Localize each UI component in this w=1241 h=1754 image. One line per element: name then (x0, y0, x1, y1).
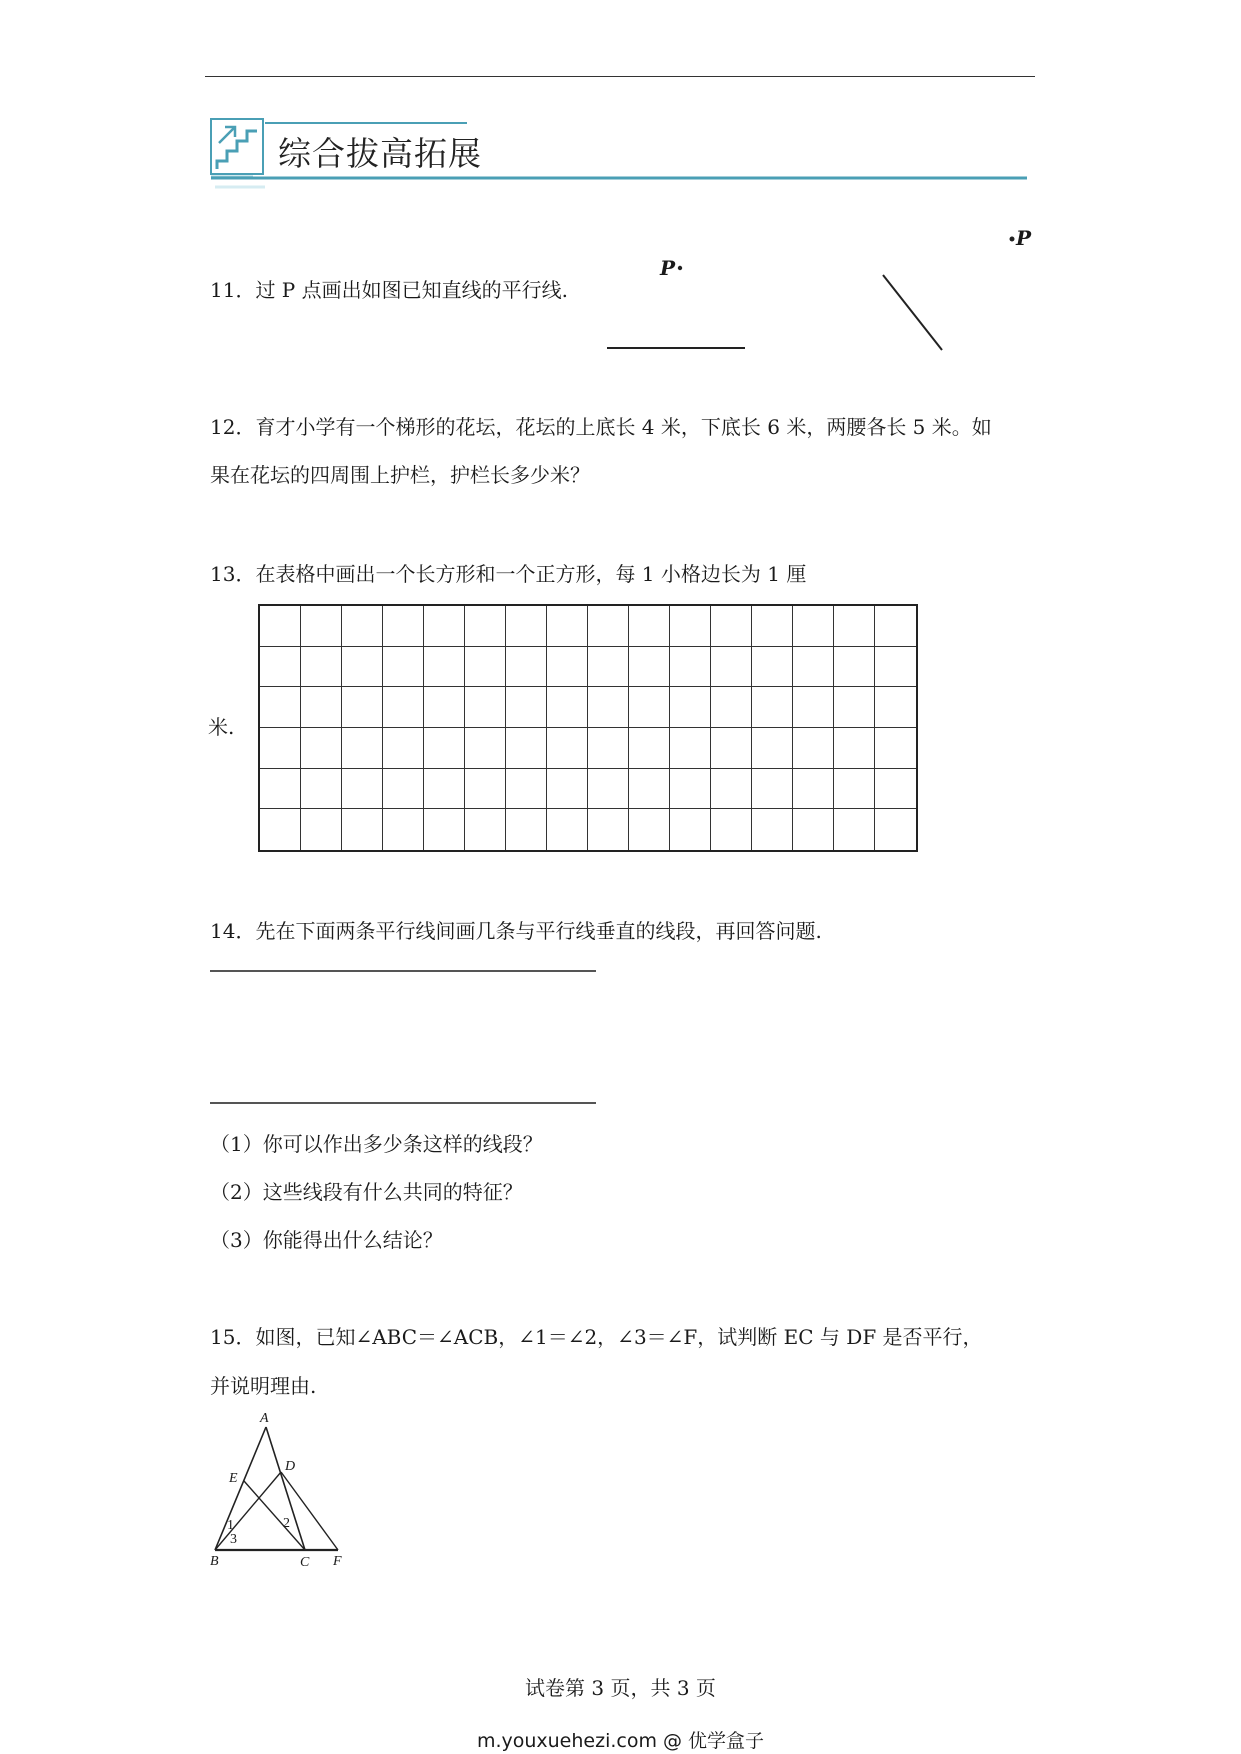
grid-cell[interactable] (301, 769, 342, 810)
grid-cell[interactable] (834, 769, 875, 810)
grid-cell[interactable] (301, 647, 342, 688)
grid-cell[interactable] (260, 687, 301, 728)
grid-cell[interactable] (424, 606, 465, 647)
grid-cell[interactable] (424, 687, 465, 728)
grid-cell[interactable] (547, 769, 588, 810)
question-14-sub-2: （2）这些线段有什么共同的特征？ (210, 1180, 523, 1204)
grid-cell[interactable] (629, 647, 670, 688)
q11-point-label-2: P (1016, 226, 1032, 250)
grid-cell[interactable] (383, 606, 424, 647)
question-12-line-1: 12．育才小学有一个梯形的花坛，花坛的上底长 4 米，下底长 6 米，两腰各长 5 米。如 (210, 415, 992, 439)
parallel-line-bottom (210, 1102, 596, 1104)
label-2: 2 (283, 1516, 290, 1531)
grid-cell[interactable] (629, 769, 670, 810)
triangle-figure (205, 1411, 355, 1570)
segment-ab (215, 1427, 266, 1550)
grid-cell[interactable] (342, 606, 383, 647)
grid-cell[interactable] (711, 606, 752, 647)
grid-cell[interactable] (342, 728, 383, 769)
grid-cell[interactable] (875, 687, 916, 728)
grid-cell[interactable] (588, 647, 629, 688)
grid-cell[interactable] (342, 687, 383, 728)
grid-cell[interactable] (424, 647, 465, 688)
grid-cell[interactable] (752, 687, 793, 728)
grid-cell[interactable] (547, 809, 588, 850)
grid-cell[interactable] (260, 809, 301, 850)
grid-cell[interactable] (711, 809, 752, 850)
grid-cell[interactable] (383, 647, 424, 688)
grid-cell[interactable] (260, 647, 301, 688)
square-grid[interactable] (258, 604, 918, 852)
grid-cell[interactable] (752, 606, 793, 647)
grid-cell[interactable] (506, 809, 547, 850)
grid-cell[interactable] (506, 606, 547, 647)
grid-cell[interactable] (342, 647, 383, 688)
grid-cell[interactable] (875, 769, 916, 810)
grid-cell[interactable] (752, 769, 793, 810)
label-3: 3 (230, 1532, 237, 1547)
grid-cell[interactable] (629, 728, 670, 769)
given-line-diagonal (883, 275, 942, 350)
question-14-sub-3: （3）你能得出什么结论？ (210, 1228, 443, 1252)
grid-cell[interactable] (506, 687, 547, 728)
grid-cell[interactable] (588, 606, 629, 647)
q11-point-label-1: P (660, 256, 676, 280)
grid-cell[interactable] (629, 606, 670, 647)
page-footer: 试卷第 3 页，共 3 页 (525, 1676, 716, 1700)
q11-figure-2 (870, 225, 1040, 355)
grid-cell[interactable] (547, 687, 588, 728)
question-14: 14．先在下面两条平行线间画几条与平行线垂直的线段，再回答问题. (210, 919, 822, 943)
grid-cell[interactable] (301, 728, 342, 769)
grid-cell[interactable] (793, 687, 834, 728)
grid-cell[interactable] (629, 809, 670, 850)
grid-cell[interactable] (670, 606, 711, 647)
grid-cell[interactable] (465, 647, 506, 688)
grid-cell[interactable] (383, 769, 424, 810)
site-watermark: m.youxuehezi.com @ 优学盒子 (476, 1730, 765, 1752)
label-a: A (260, 1411, 269, 1426)
label-1: 1 (227, 1518, 234, 1533)
grid-cell[interactable] (506, 769, 547, 810)
grid-cell[interactable] (711, 728, 752, 769)
segment-df (281, 1472, 338, 1550)
question-13-tail: 米. (208, 715, 235, 739)
grid-cell[interactable] (301, 606, 342, 647)
grid-cell[interactable] (793, 809, 834, 850)
grid-cell[interactable] (793, 769, 834, 810)
grid-cell[interactable] (752, 809, 793, 850)
grid-cell[interactable] (260, 769, 301, 810)
grid-cell[interactable] (465, 687, 506, 728)
grid-cell[interactable] (383, 809, 424, 850)
grid-cell[interactable] (465, 809, 506, 850)
grid-cell[interactable] (260, 728, 301, 769)
grid-cell[interactable] (834, 647, 875, 688)
grid-cell[interactable] (465, 769, 506, 810)
label-e: E (229, 1471, 238, 1486)
grid-cell[interactable] (834, 606, 875, 647)
question-15-line-1: 15．如图，已知∠ABC＝∠ACB，∠1＝∠2，∠3＝∠F，试判断 EC 与 DF 是否平行， (210, 1325, 983, 1349)
grid-cell[interactable] (670, 728, 711, 769)
grid-cell[interactable] (547, 606, 588, 647)
grid-cell[interactable] (342, 769, 383, 810)
grid-cell[interactable] (711, 769, 752, 810)
grid-cell[interactable] (875, 647, 916, 688)
grid-cell[interactable] (547, 728, 588, 769)
label-f: F (333, 1554, 342, 1569)
grid-cell[interactable] (424, 809, 465, 850)
grid-cell[interactable] (752, 647, 793, 688)
grid-cell[interactable] (711, 687, 752, 728)
section-title: 综合拔高拓展 (278, 134, 482, 173)
grid-cell[interactable] (465, 606, 506, 647)
grid-cell[interactable] (834, 728, 875, 769)
grid-cell[interactable] (588, 728, 629, 769)
grid-cell[interactable] (670, 647, 711, 688)
parallel-line-top (210, 970, 596, 972)
grid-cell[interactable] (793, 647, 834, 688)
label-b: B (210, 1554, 219, 1569)
question-14-sub-1: （1）你可以作出多少条这样的线段？ (210, 1132, 543, 1156)
grid-cell[interactable] (506, 728, 547, 769)
grid-cell[interactable] (834, 687, 875, 728)
grid-cell[interactable] (260, 606, 301, 647)
grid-cell[interactable] (588, 769, 629, 810)
label-c: C (300, 1555, 310, 1570)
grid-cell[interactable] (588, 687, 629, 728)
point-dot (1010, 237, 1015, 242)
grid-cell[interactable] (424, 769, 465, 810)
grid-cell[interactable] (465, 728, 506, 769)
grid-cell[interactable] (670, 769, 711, 810)
grid-cell[interactable] (301, 809, 342, 850)
grid-cell[interactable] (752, 728, 793, 769)
q11-figure-1 (600, 255, 760, 355)
grid-cell[interactable] (629, 687, 670, 728)
grid-cell[interactable] (383, 687, 424, 728)
label-d: D (285, 1459, 296, 1474)
grid-cell[interactable] (342, 809, 383, 850)
grid-cell[interactable] (793, 606, 834, 647)
grid-cell[interactable] (711, 647, 752, 688)
grid-cell[interactable] (875, 809, 916, 850)
question-11: 11．过 P 点画出如图已知直线的平行线. (210, 278, 568, 302)
grid-cell[interactable] (670, 809, 711, 850)
header-rule (205, 76, 1035, 77)
point-dot (678, 266, 682, 270)
grid-cell[interactable] (670, 687, 711, 728)
grid-cell[interactable] (793, 728, 834, 769)
grid-cell[interactable] (506, 647, 547, 688)
grid-cell[interactable] (588, 809, 629, 850)
grid-cell[interactable] (834, 809, 875, 850)
grid-cell[interactable] (875, 606, 916, 647)
grid-cell[interactable] (424, 728, 465, 769)
grid-cell[interactable] (547, 647, 588, 688)
question-12-line-2: 果在花坛的四周围上护栏，护栏长多少米？ (210, 463, 590, 487)
question-15-line-2: 并说明理由. (210, 1374, 317, 1398)
grid-cell[interactable] (383, 728, 424, 769)
grid-cell[interactable] (875, 728, 916, 769)
grid-cell[interactable] (301, 687, 342, 728)
question-13: 13．在表格中画出一个长方形和一个正方形，每 1 小格边长为 1 厘 (210, 562, 807, 586)
